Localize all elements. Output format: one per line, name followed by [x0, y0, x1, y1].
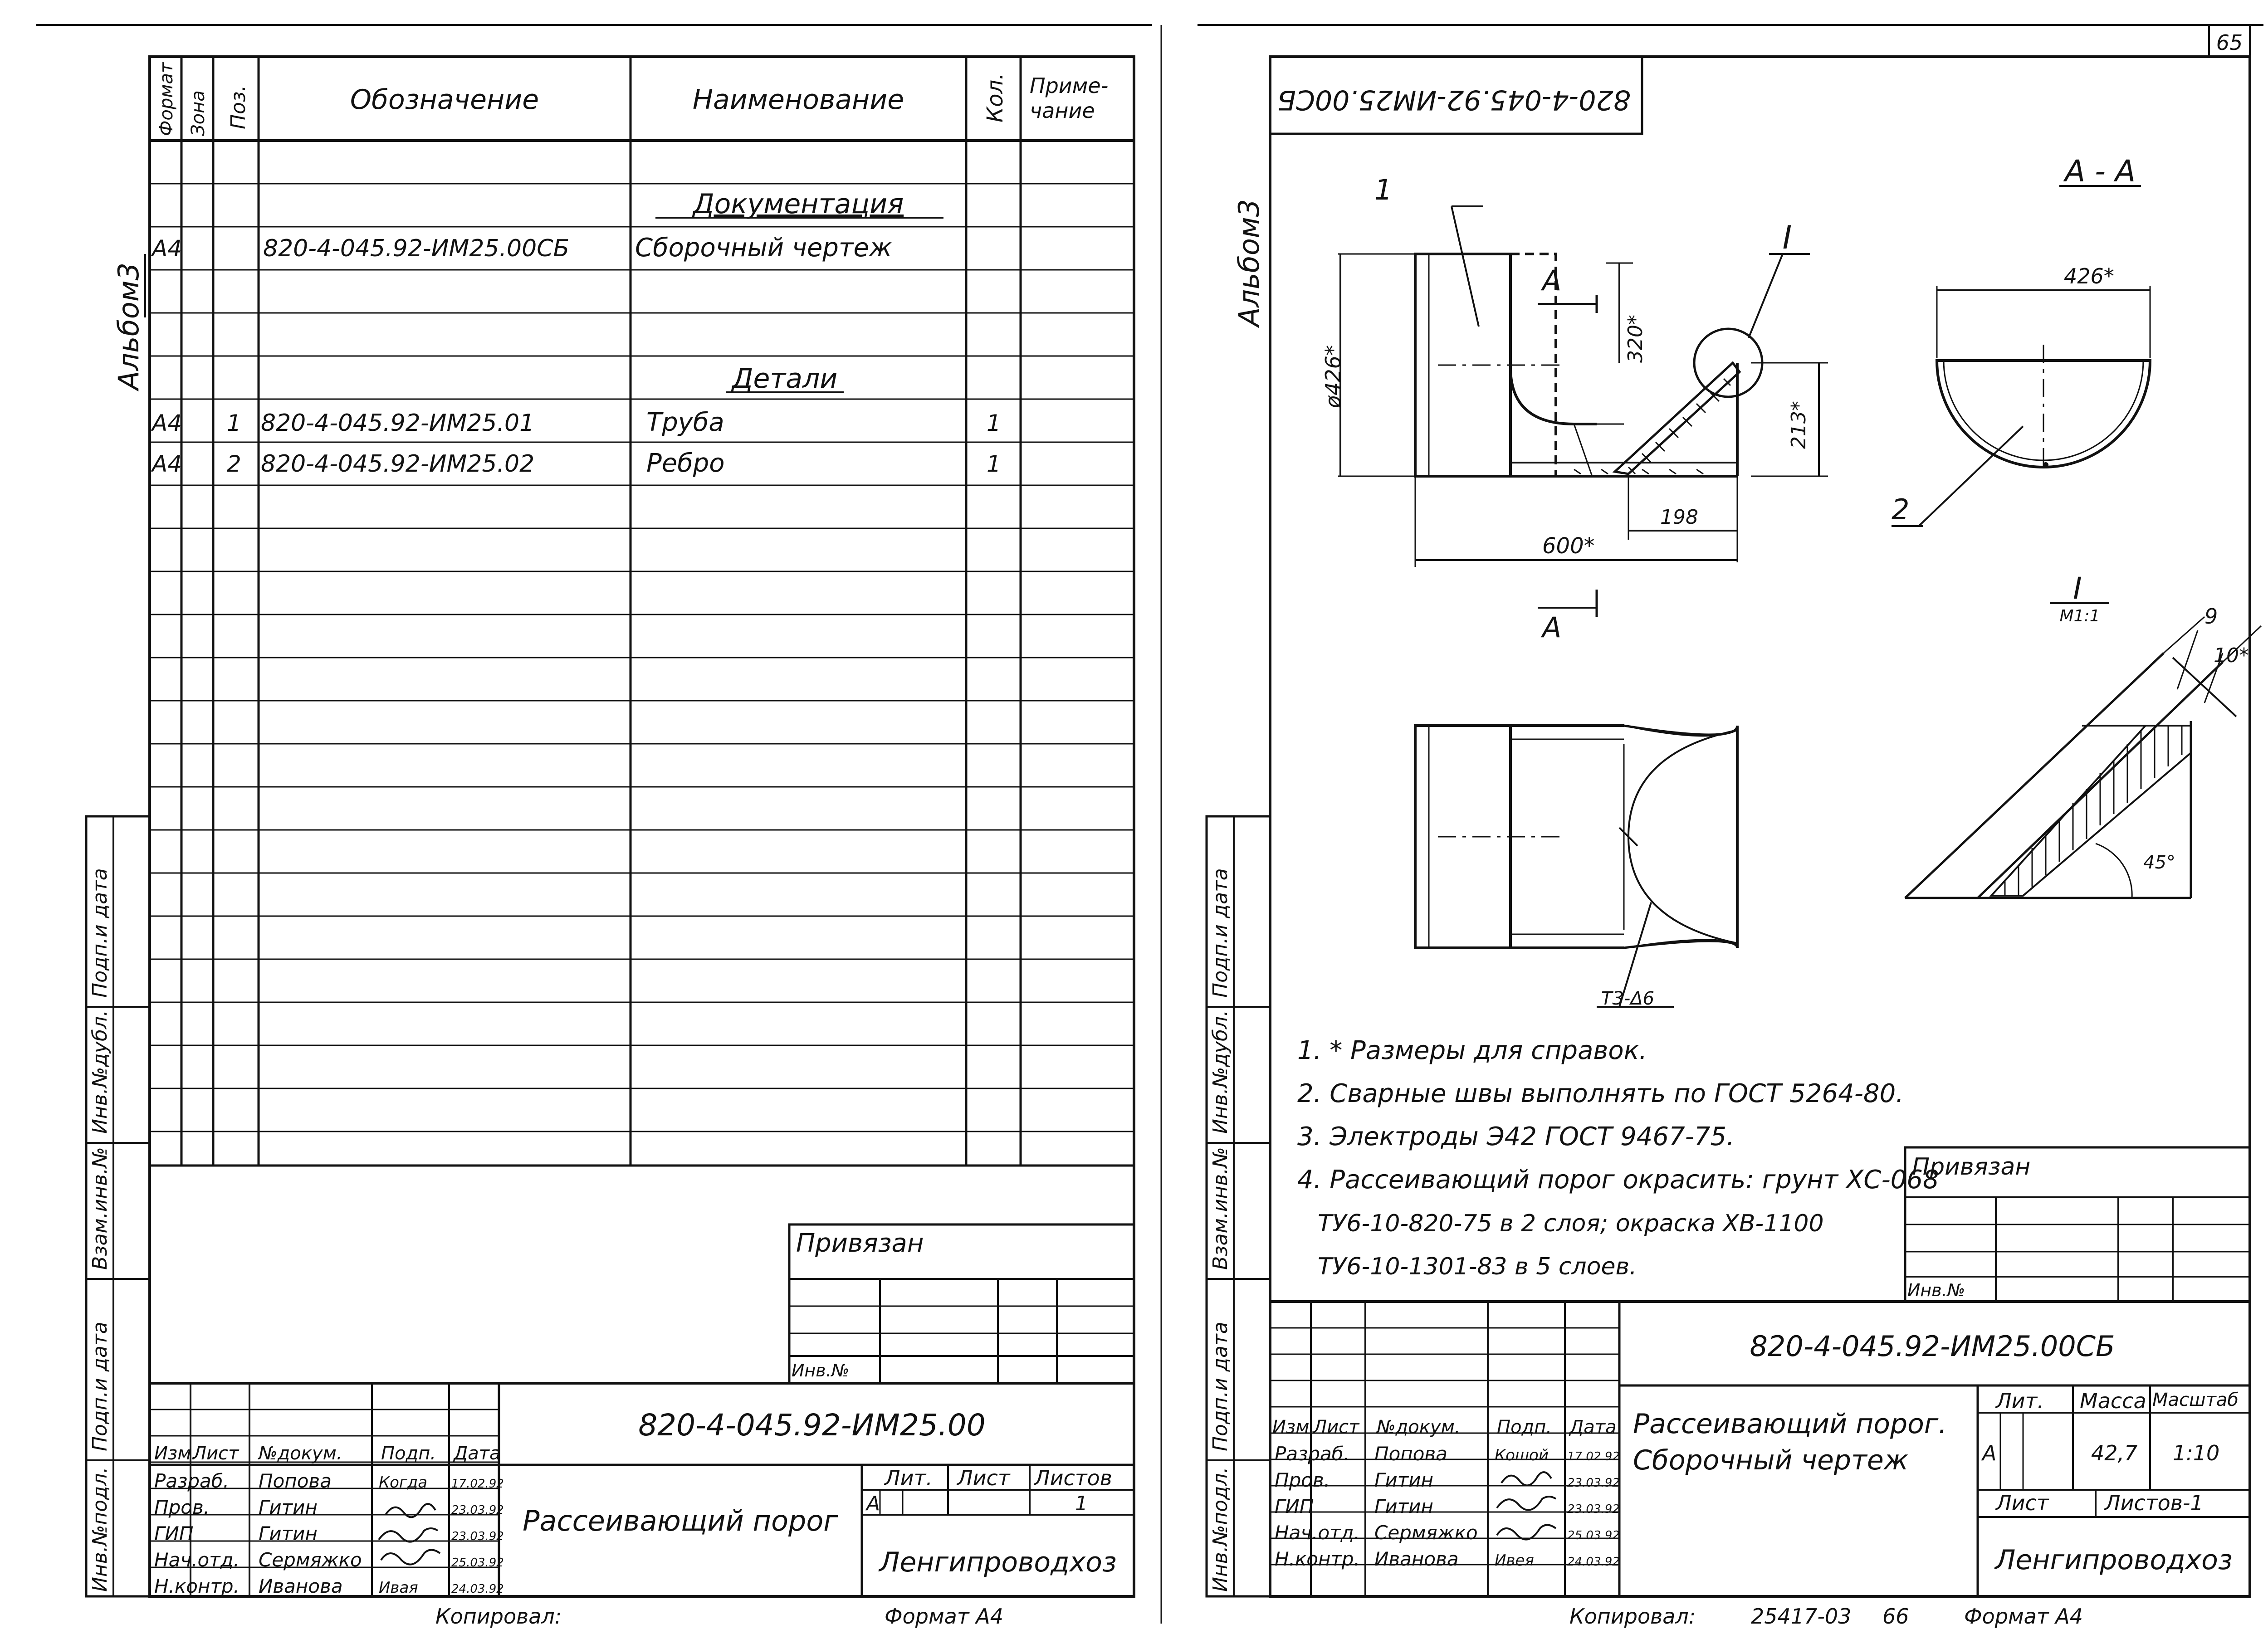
inv-no-label: Инв.№ — [792, 1361, 850, 1380]
person-name: Сермяжко — [259, 1549, 362, 1571]
dim-213: 213* — [1787, 401, 1810, 449]
title-block-code: 820-4-045.92-ИМ25.00 — [638, 1408, 986, 1443]
row-designation: 820-4-045.92-ИМ25.01 — [261, 410, 535, 437]
mass-label: Масса — [2080, 1389, 2146, 1413]
side-label: Инв.№подл. — [1209, 1467, 1232, 1592]
person-role: ГИП — [154, 1522, 194, 1545]
person-name: Иванова — [1374, 1548, 1459, 1570]
inv-no-label: Инв.№ — [1907, 1280, 1965, 1300]
row-name: Труба — [646, 408, 724, 437]
footer-format: Формат А4 — [1964, 1604, 2083, 1629]
note: 4. Рассеивающий порог окрасить: грунт ХС-068 — [1297, 1165, 1939, 1195]
person-name: Гитин — [259, 1522, 318, 1545]
listov-label: Листов-1 — [2105, 1491, 2204, 1515]
side-label: Подп.и дата — [1209, 868, 1232, 998]
dim-320: 320* — [1624, 315, 1647, 363]
section-documentation: Документация — [693, 188, 904, 220]
footer-format: Формат А4 — [885, 1604, 1003, 1629]
detail-callout: I — [1782, 219, 1792, 256]
row-name: Ребро — [646, 449, 725, 478]
side-label: Подп.и дата — [1209, 1322, 1232, 1451]
person-name: Гитин — [259, 1496, 318, 1518]
person-sign: Когда — [379, 1473, 428, 1492]
row-name: Сборочный чертеж — [635, 233, 892, 263]
footer-page: 66 — [1882, 1604, 1909, 1629]
person-name: Гитин — [1374, 1469, 1433, 1491]
note: ТУ6-10-1301-83 в 5 слоев. — [1318, 1253, 1637, 1280]
header-designation: Обозначение — [350, 84, 539, 116]
note: 1. * Размеры для справок. — [1297, 1036, 1647, 1065]
listov-value: 1 — [1075, 1492, 1088, 1515]
signature — [1497, 1497, 1556, 1510]
col-doc: №докум. — [259, 1443, 342, 1464]
header-qty: Кол. — [982, 73, 1008, 122]
left-sheet — [36, 25, 1152, 1629]
row-pos: 1 — [227, 410, 241, 436]
note: ТУ6-10-820-75 в 2 слоя; окраска ХВ-1100 — [1318, 1210, 1824, 1237]
title-block-title: Рассеивающий порог — [523, 1504, 838, 1537]
list-label: Лист — [957, 1466, 1010, 1490]
dim-weld-9: 9 — [2204, 604, 2218, 629]
header-name: Наименование — [692, 84, 904, 116]
person-name: Попова — [1374, 1443, 1447, 1465]
person-date: 24.03.92 — [1567, 1555, 1620, 1569]
person-sign: Ивея — [1495, 1551, 1534, 1570]
dim-weld-10: 10* — [2214, 644, 2249, 667]
side-label: Инв.№дубл. — [1209, 1010, 1232, 1134]
header-note-2: чание — [1030, 98, 1095, 123]
side-label: Инв.№подл. — [88, 1467, 112, 1592]
album-label: Альбом3 — [112, 263, 145, 390]
person-name: Сермяжко — [1374, 1522, 1478, 1544]
person-role: Нач.отд. — [1275, 1522, 1360, 1544]
person-date: 25.03.92 — [451, 1556, 504, 1570]
left-sheet-frame — [150, 57, 1134, 1596]
title-block-people — [154, 1470, 504, 1597]
col-date: Дата — [454, 1443, 501, 1464]
side-label: Взам.инв.№ — [1209, 1147, 1232, 1270]
spec-row-lines — [150, 184, 1134, 1132]
detail-view — [1905, 571, 2261, 898]
person-date: 23.03.92 — [451, 1503, 504, 1517]
dim-section-width: 426* — [2064, 264, 2114, 288]
row-format: А4 — [152, 235, 182, 262]
person-role: ГИП — [1275, 1495, 1314, 1517]
front-view — [1321, 173, 1828, 644]
section-arrow: А — [1542, 611, 1562, 644]
person-name: Иванова — [259, 1575, 343, 1597]
person-role: Пров. — [154, 1496, 210, 1518]
row-pos: 2 — [227, 451, 241, 477]
row-designation: 820-4-045.92-ИМ25.02 — [261, 450, 535, 478]
person-role: Н.контр. — [154, 1575, 240, 1597]
person-role: Пров. — [1275, 1469, 1330, 1491]
person-name: Гитин — [1374, 1495, 1433, 1517]
row-qty: 1 — [987, 451, 1001, 477]
col-list: Лист — [1313, 1417, 1359, 1438]
person-date: 23.03.92 — [1567, 1476, 1620, 1490]
person-role: Нач.отд. — [154, 1549, 240, 1571]
person-sign: Ивая — [379, 1579, 418, 1597]
lit-value: А — [1982, 1441, 1997, 1465]
row-format: А4 — [152, 410, 182, 436]
person-date: 24.03.92 — [451, 1582, 504, 1596]
signature — [381, 1550, 440, 1565]
col-date: Дата — [1569, 1417, 1617, 1438]
person-date: 17.02.92 — [1567, 1450, 1620, 1463]
col-izm: Изм. — [1272, 1417, 1315, 1438]
row-format: А4 — [152, 451, 182, 477]
header-pos: Поз. — [227, 85, 250, 129]
header-format: Формат — [156, 62, 177, 136]
person-role: Разраб. — [1275, 1443, 1350, 1465]
section-details: Детали — [732, 363, 838, 395]
signature — [379, 1528, 438, 1542]
lit-label: Лит. — [885, 1466, 933, 1490]
side-label: Подп.и дата — [88, 1322, 112, 1451]
pos-1: 1 — [1374, 173, 1393, 206]
title-block-org: Ленгипроводхоз — [1995, 1544, 2233, 1576]
person-date: 23.03.92 — [1567, 1502, 1620, 1516]
privyazan-label: Привязан — [1912, 1153, 2031, 1180]
album-label: Альбом3 — [1232, 199, 1266, 327]
pos-2: 2 — [1892, 493, 1910, 526]
section-a-a-label: А - А — [2064, 154, 2136, 189]
title-block-title-1: Рассеивающий порог. — [1633, 1408, 1947, 1440]
lit-value: А — [866, 1492, 880, 1515]
mass-value: 42,7 — [2091, 1441, 2138, 1465]
listov-label: Листов — [1034, 1466, 1112, 1490]
section-arrow: А — [1542, 264, 1562, 297]
dim-600: 600* — [1542, 533, 1595, 559]
right-sheet — [1198, 25, 2263, 1629]
person-name: Попова — [259, 1470, 332, 1492]
header-zone: Зона — [188, 90, 209, 136]
section-a-a — [1892, 154, 2150, 526]
list-label: Лист — [1996, 1491, 2049, 1515]
scale-value: 1:10 — [2173, 1441, 2220, 1465]
lit-label: Лит. — [1996, 1389, 2044, 1413]
person-date: 17.02.92 — [451, 1477, 504, 1491]
col-sign: Подп. — [1497, 1417, 1552, 1438]
person-role: Разраб. — [154, 1470, 230, 1492]
person-role: Н.контр. — [1275, 1548, 1360, 1570]
signature — [1501, 1472, 1551, 1485]
col-izm: Изм. — [154, 1443, 197, 1464]
person-sign: Кошой — [1495, 1446, 1549, 1464]
title-block-org: Ленгипроводхоз — [879, 1546, 1117, 1578]
title-block-title-2: Сборочный чертеж — [1633, 1444, 1908, 1476]
person-date: 23.03.92 — [451, 1530, 504, 1543]
dim-198: 198 — [1660, 506, 1698, 529]
sheet-number: 65 — [2216, 30, 2243, 55]
scale-label: Масштаб — [2152, 1390, 2239, 1410]
dim-angle: 45° — [2143, 852, 2175, 873]
col-doc: №докум. — [1377, 1417, 1461, 1438]
header-note: Приме- — [1030, 73, 1109, 98]
footer-copied: Копировал: — [435, 1604, 562, 1629]
title-block-code: 820-4-045.92-ИМ25.00СБ — [1750, 1330, 2115, 1363]
row-designation: 820-4-045.92-ИМ25.00СБ — [263, 235, 570, 262]
title-block-people — [1275, 1443, 1620, 1570]
side-label: Взам.инв.№ — [88, 1147, 112, 1270]
footer-copied: Копировал: — [1569, 1604, 1696, 1629]
col-list: Лист — [193, 1443, 239, 1464]
person-date: 25.03.92 — [1567, 1529, 1620, 1542]
side-label: Подп.и дата — [88, 868, 112, 998]
side-label: Инв.№дубл. — [88, 1010, 112, 1134]
plan-view — [1415, 726, 1737, 1009]
row-qty: 1 — [987, 410, 1001, 436]
dim-diameter: ø426* — [1321, 345, 1345, 408]
footer-number: 25417-03 — [1751, 1604, 1852, 1629]
signature — [1497, 1525, 1556, 1540]
mirrored-code: 820-4-045.92-ИМ25.00СБ — [1277, 84, 1631, 116]
col-sign: Подп. — [381, 1443, 436, 1464]
detail-scale: М1:1 — [2059, 607, 2100, 625]
note: 2. Сварные швы выполнять по ГОСТ 5264-80. — [1297, 1079, 1904, 1108]
weld-mark: Т3-Δ6 — [1601, 988, 1655, 1009]
privyazan-label: Привязан — [796, 1229, 924, 1258]
note: 3. Электроды Э42 ГОСТ 9467-75. — [1297, 1122, 1735, 1151]
detail-label: I — [2073, 571, 2082, 606]
